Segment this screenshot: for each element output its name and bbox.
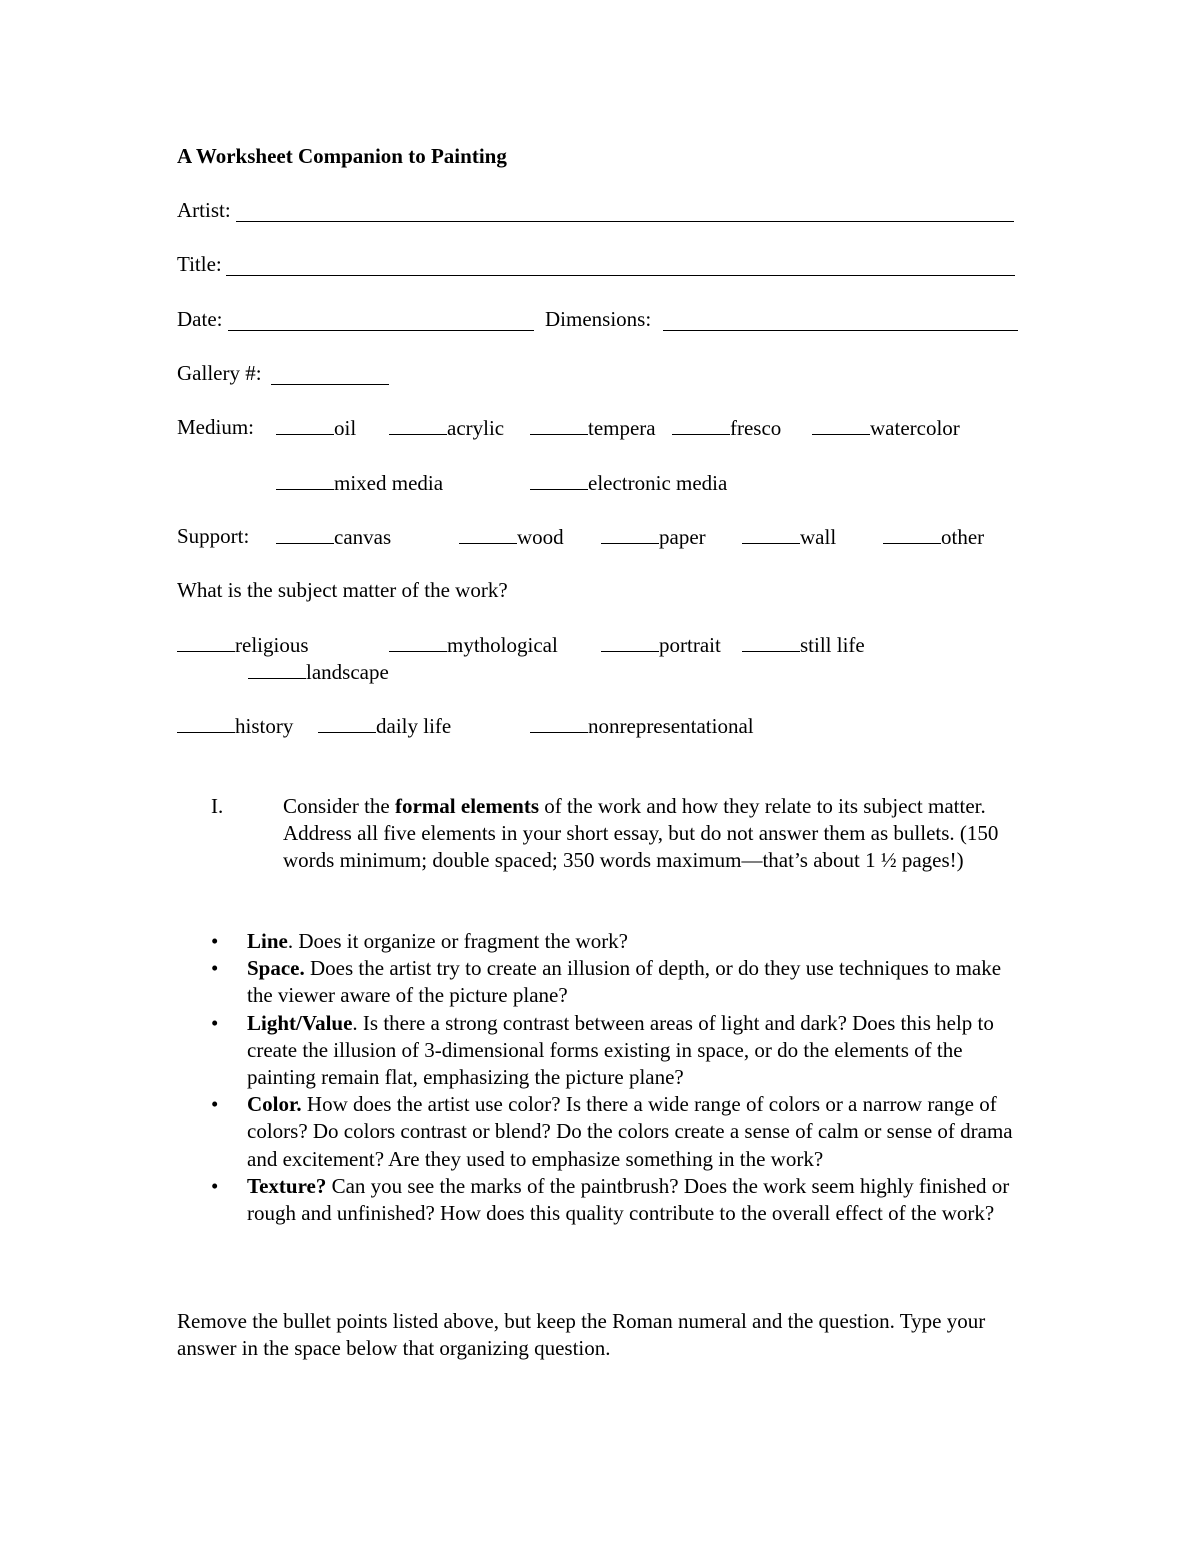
checkbox-line[interactable] [530,712,588,733]
title-field[interactable] [226,274,1015,276]
date-field[interactable] [228,329,534,331]
bullet-icon: • [211,929,219,953]
list-item-line: • Line. Does it organize or fragment the work? [211,928,1031,955]
support-option-wood[interactable]: wood [459,523,564,550]
subject-option-daily-life[interactable]: daily life [318,712,451,739]
checkbox-line[interactable] [672,414,730,435]
list-item-texture: • Texture? Can you see the marks of the paintbrush? Does the work seem highly finished or rough and unfinished? How does this quality contribute to the overall effect of the work? [211,1173,1010,1226]
checkbox-line[interactable] [248,658,306,679]
dimensions-label: Dimensions: [545,307,652,331]
checkbox-line[interactable] [177,712,235,733]
medium-option-tempera[interactable]: tempera [530,414,656,441]
checkbox-line[interactable] [601,631,659,652]
medium-label: Medium: [177,415,254,439]
checkbox-line[interactable] [742,523,800,544]
subject-option-mythological[interactable]: mythological [389,631,558,658]
closing-instructions: Remove the bullet points listed above, but keep the Roman numeral and the question. Type your answer in the space below that organizing question. [177,1309,986,1360]
list-item-light-value: • Light/Value. Is there a strong contrast between areas of light and dark? Does this help to create the illusion of 3-dimensional forms existing in space, or do the elements of the painting remain flat, emphasizing the picture plane? [211,1010,994,1090]
subject-option-history[interactable]: history [177,712,293,739]
checkbox-line[interactable] [276,469,334,490]
support-option-wall[interactable]: wall [742,523,836,550]
checkbox-line[interactable] [530,414,588,435]
support-option-other[interactable]: other [883,523,984,550]
subject-option-religious[interactable]: religious [177,631,309,658]
section-numeral: I. [211,794,224,818]
checkbox-line[interactable] [318,712,376,733]
checkbox-line[interactable] [276,414,334,435]
medium-option-oil[interactable]: oil [276,414,356,441]
checkbox-line[interactable] [276,523,334,544]
subject-option-nonrepresentational[interactable]: nonrepresentational [530,712,754,739]
artist-field[interactable] [236,220,1014,222]
checkbox-line[interactable] [177,631,235,652]
subject-question: What is the subject matter of the work? [177,578,508,602]
support-option-paper[interactable]: paper [601,523,706,550]
list-item-color: • Color. How does the artist use color? Is there a wide range of colors or a narrow range of colors? Do colors contrast or blend? Do the colors create a sense of calm or sense of drama and excitement? Are they used to emphasize something in the work? [211,1092,1013,1171]
subject-option-landscape[interactable]: landscape [248,658,389,685]
checkbox-line[interactable] [883,523,941,544]
checkbox-line[interactable] [389,631,447,652]
checkbox-line[interactable] [530,469,588,490]
dimensions-field[interactable] [663,329,1018,331]
bullet-icon: • [211,956,219,981]
bullet-icon: • [211,1092,219,1117]
subject-option-still-life[interactable]: still life [742,631,865,658]
bullet-icon: • [211,1010,219,1035]
date-label: Date: [177,307,223,331]
medium-option-watercolor[interactable]: watercolor [812,414,960,441]
gallery-label: Gallery #: [177,361,262,385]
formal-elements-list [211,928,1031,1227]
checkbox-line[interactable] [742,631,800,652]
checkbox-line[interactable] [812,414,870,435]
artist-label: Artist: [177,198,231,222]
page-title: A Worksheet Companion to Painting [177,144,507,168]
title-label: Title: [177,252,222,276]
list-item-space: • Space. Does the artist try to create an illusion of depth, or do they use techniques to make the viewer aware of the picture plane? [211,956,1002,1008]
subject-option-portrait[interactable]: portrait [601,631,721,658]
medium-option-fresco[interactable]: fresco [672,414,781,441]
support-label: Support: [177,524,250,548]
bullet-icon: • [211,1173,219,1198]
support-option-canvas[interactable]: canvas [276,523,391,550]
section-prompt: Consider the formal elements of the work and how they relate to its subject matter. Address all five elements in your short essay, but do not answer them as bullets. (150 words minimum; double spaced; 350 words maximum—that’s about 1 ½ pages!) [283,794,999,872]
checkbox-line[interactable] [459,523,517,544]
gallery-field[interactable] [271,383,389,385]
medium-option-electronic-media[interactable]: electronic media [530,469,727,496]
medium-option-acrylic[interactable]: acrylic [389,414,504,441]
checkbox-line[interactable] [389,414,447,435]
medium-option-mixed-media[interactable]: mixed media [276,469,443,496]
checkbox-line[interactable] [601,523,659,544]
